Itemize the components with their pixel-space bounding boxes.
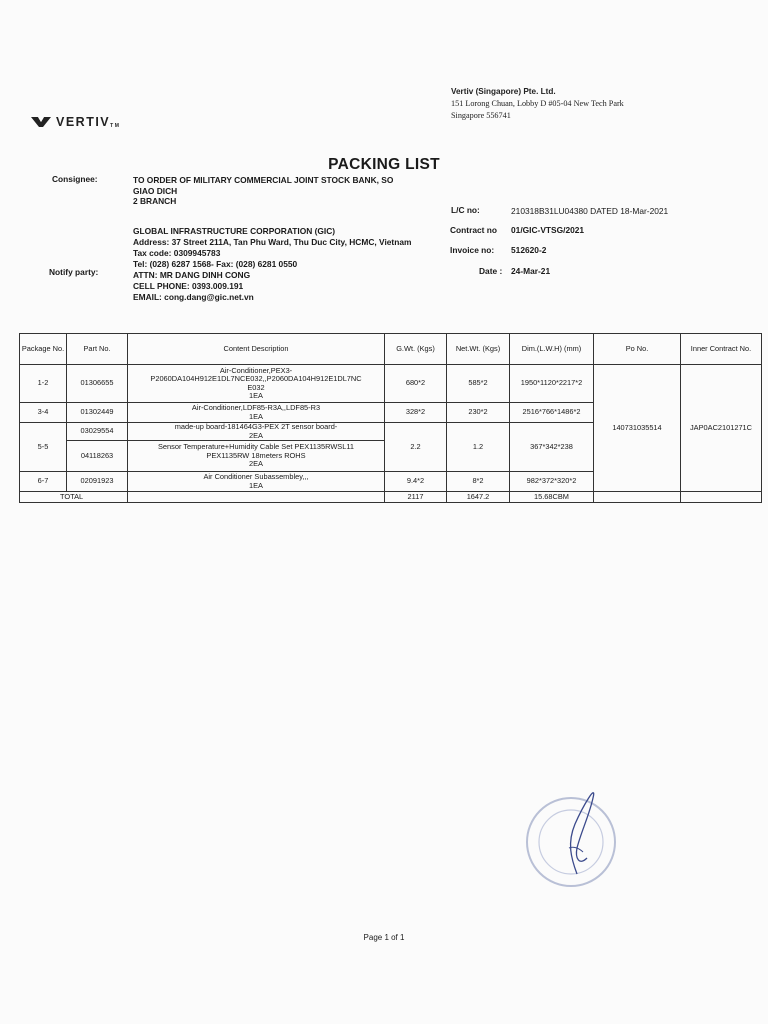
company-name: Vertiv (Singapore) Pte. Ltd. xyxy=(451,87,556,96)
desc-qty: 1EA xyxy=(249,480,263,490)
desc-line: E032 xyxy=(247,382,265,392)
cell-dim: 367*342*238 xyxy=(510,423,594,472)
total-label: TOTAL xyxy=(20,492,128,503)
cell-desc xyxy=(128,403,385,423)
table-row xyxy=(20,365,762,403)
notify-line: Tel: (028) 6287 1568- Fax: (028) 6281 0550 xyxy=(133,259,298,269)
lc-label: L/C no: xyxy=(451,205,480,215)
cell-desc xyxy=(128,423,385,441)
desc-line: Sensor Temperature+Humidity Cable Set PEX1135RWSL11 xyxy=(157,442,355,452)
consignee-line1: TO ORDER OF MILITARY COMMERCIAL JOINT STOCK BANK, SO xyxy=(133,175,394,185)
cell-part: 01302449 xyxy=(67,403,128,423)
cell-package: 1-2 xyxy=(20,365,67,403)
table-header-row xyxy=(20,334,762,365)
company-stamp xyxy=(517,788,627,893)
cell-part: 01306655 xyxy=(67,365,128,403)
packing-list-table xyxy=(19,333,762,503)
header-part: Part No. xyxy=(67,334,128,365)
vertiv-chevron-icon xyxy=(30,116,52,128)
consignee-line3: 2 BRANCH xyxy=(133,196,177,206)
invoice-label: Invoice no: xyxy=(450,245,495,255)
cell-package: 5-5 xyxy=(20,423,67,472)
header-nwt: Net.Wt. (Kgs) xyxy=(447,334,510,365)
date-value: 24-Mar-21 xyxy=(511,266,551,276)
notify-line: ATTN: MR DANG DINH CONG xyxy=(133,270,251,280)
stamp-signature-icon xyxy=(517,788,627,888)
notify-party-label: Notify party: xyxy=(49,267,99,277)
desc-line: Air Conditioner Subassembley,,, xyxy=(203,472,309,481)
notify-line: Address: 37 Street 211A, Tan Phu Ward, Thu Duc City, HCMC, Vietnam xyxy=(133,237,412,247)
lc-value: 210318B31LU04380 DATED 18-Mar-2021 xyxy=(511,206,669,216)
header-dim: Dim.(L.W.H) (mm) xyxy=(510,334,594,365)
cell-nwt: 230*2 xyxy=(447,403,510,423)
contract-label: Contract no xyxy=(450,225,497,235)
total-nwt: 1647.2 xyxy=(447,492,510,503)
cell-desc xyxy=(128,441,385,472)
page-title: PACKING LIST xyxy=(328,156,440,173)
cell-inner-contract: JAP0AC2101271C xyxy=(681,365,762,492)
header-po: Po No. xyxy=(594,334,681,365)
desc-qty: 2EA xyxy=(249,459,263,469)
cell-po: 140731035514 xyxy=(594,365,681,492)
page-number: Page 1 of 1 xyxy=(363,933,405,942)
cell-gwt: 680*2 xyxy=(385,365,447,403)
cell-package: 6-7 xyxy=(20,472,67,492)
notify-line: EMAIL: cong.dang@gic.net.vn xyxy=(133,292,254,302)
vertiv-logo xyxy=(30,115,120,129)
cell-nwt: 585*2 xyxy=(447,365,510,403)
desc-line: Air-Conditioner,LDF85-R3A,,LDF85-R3 xyxy=(191,403,321,412)
desc-qty: 2EA xyxy=(249,430,263,440)
cell-nwt: 8*2 xyxy=(447,472,510,492)
consignee-line2: GIAO DICH xyxy=(133,185,178,196)
notify-party-block xyxy=(133,226,411,303)
invoice-value: 512620-2 xyxy=(511,245,547,255)
header-inner: Inner Contract No. xyxy=(681,334,762,365)
consignee-label: Consignee: xyxy=(52,174,98,184)
table-total-row xyxy=(20,492,762,503)
desc-line: PEX1135RW 18meters ROHS xyxy=(206,450,306,460)
header-gwt: G.Wt. (Kgs) xyxy=(385,334,447,365)
cell-desc xyxy=(128,365,385,403)
date-label: Date : xyxy=(479,266,503,276)
desc-line: P2060DA104H912E1DL7NCE032,,P2060DA104H912E1DL7NC xyxy=(150,374,362,383)
total-gwt: 2117 xyxy=(385,492,447,503)
total-dim: 15.68CBM xyxy=(510,492,594,503)
logo-wordmark: VERTIVTM xyxy=(56,115,121,129)
total-blank xyxy=(594,492,681,503)
cell-nwt: 1.2 xyxy=(447,423,510,472)
company-address-line1: 151 Lorong Chuan, Lobby D #05-04 New Tech Park xyxy=(451,99,624,108)
notify-line: GLOBAL INFRASTRUCTURE CORPORATION (GIC) xyxy=(133,226,336,236)
notify-line: Tax code: 0309945783 xyxy=(133,248,221,258)
cell-dim: 982*372*320*2 xyxy=(510,472,594,492)
cell-dim: 2516*766*1486*2 xyxy=(510,403,594,423)
total-blank xyxy=(681,492,762,503)
desc-qty: 1EA xyxy=(249,391,263,400)
cell-package: 3-4 xyxy=(20,403,67,423)
cell-desc xyxy=(128,472,385,492)
cell-gwt: 2.2 xyxy=(385,423,447,472)
desc-qty: 1EA xyxy=(249,411,263,421)
contract-value: 01/GIC-VTSG/2021 xyxy=(511,225,585,235)
cell-gwt: 9.4*2 xyxy=(385,472,447,492)
company-address-line2: Singapore 556741 xyxy=(451,111,511,120)
consignee-block xyxy=(133,175,393,207)
desc-line: Air-Conditioner,PEX3- xyxy=(219,365,293,375)
notify-line: CELL PHONE: 0393.009.191 xyxy=(133,281,244,291)
desc-line: made-up board-181464G3-PEX 2T sensor board- xyxy=(174,422,338,431)
header-package: Package No. xyxy=(20,334,67,365)
cell-part: 02091923 xyxy=(67,472,128,492)
total-blank xyxy=(128,492,385,503)
cell-part: 04118263 xyxy=(67,441,128,472)
cell-dim: 1950*1120*2217*2 xyxy=(510,365,594,403)
cell-gwt: 328*2 xyxy=(385,403,447,423)
company-address-block xyxy=(451,86,624,122)
header-content: Content Description xyxy=(128,334,385,365)
cell-part: 03029554 xyxy=(67,423,128,441)
